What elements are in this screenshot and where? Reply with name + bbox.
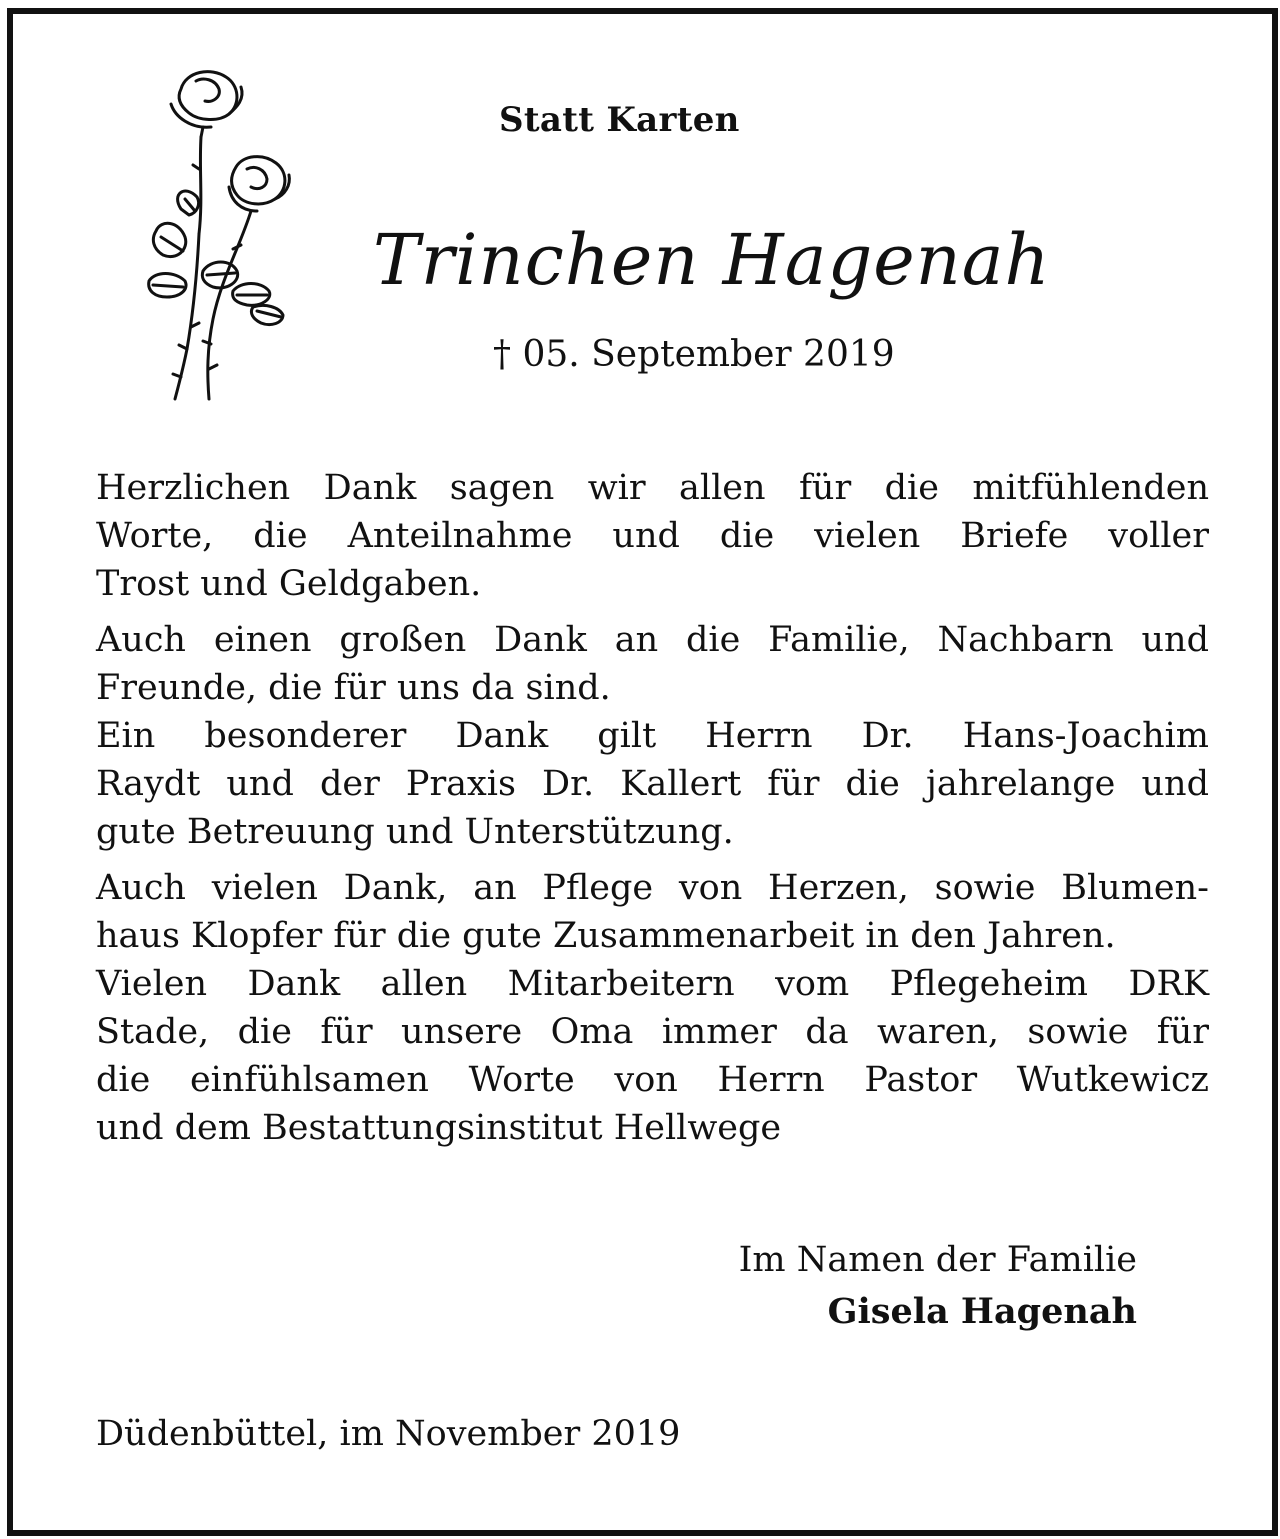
message-line: Stade, die für unsere Oma immer da waren, sowie für: [96, 1012, 1209, 1052]
rose-icon: [141, 59, 301, 409]
deceased-name: Trinchen Hagenah: [373, 219, 1051, 301]
message-line: Freunde, die für uns da sind.: [96, 668, 611, 708]
message-line: Ein besonderer Dank gilt Herrn Dr. Hans-Joachim: [96, 716, 1209, 756]
message-line: Vielen Dank allen Mitarbeitern vom Pflegeheim DRK: [96, 964, 1209, 1004]
place-date: Düdenbüttel, im November 2019: [96, 1414, 681, 1454]
message-line: Herzlichen Dank sagen wir allen für die mitfühlenden: [96, 468, 1209, 508]
message-line: Worte, die Anteilnahme und die vielen Briefe voller: [96, 516, 1209, 556]
message-line: die einfühlsamen Worte von Herrn Pastor Wutkewicz: [96, 1060, 1209, 1100]
obituary-card: [7, 8, 1278, 1536]
message-line: und dem Bestattungsinstitut Hellwege: [96, 1108, 782, 1148]
message-paragraph: [96, 464, 1209, 608]
message-line: gute Betreuung und Unterstützung.: [96, 812, 734, 852]
message-paragraph: [96, 616, 1209, 856]
message-body: [96, 464, 1209, 1160]
message-line: Trost und Geldgaben.: [96, 564, 482, 604]
message-line: Auch vielen Dank, an Pflege von Herzen, sowie Blumen-: [96, 868, 1209, 908]
message-line: haus Klopfer für die gute Zusammenarbeit in den Jahren.: [96, 916, 1116, 956]
signer-name: Gisela Hagenah: [827, 1291, 1137, 1332]
message-line: Raydt und der Praxis Dr. Kallert für die jahrelange und: [96, 764, 1209, 804]
message-paragraph: [96, 864, 1209, 1152]
intro-heading: Statt Karten: [499, 100, 740, 140]
signature-preamble: Im Namen der Familie: [738, 1240, 1137, 1280]
message-line: Auch einen großen Dank an die Familie, Nachbarn und: [96, 620, 1209, 660]
death-date: † 05. September 2019: [493, 334, 895, 375]
signature-block: [739, 1234, 1137, 1338]
